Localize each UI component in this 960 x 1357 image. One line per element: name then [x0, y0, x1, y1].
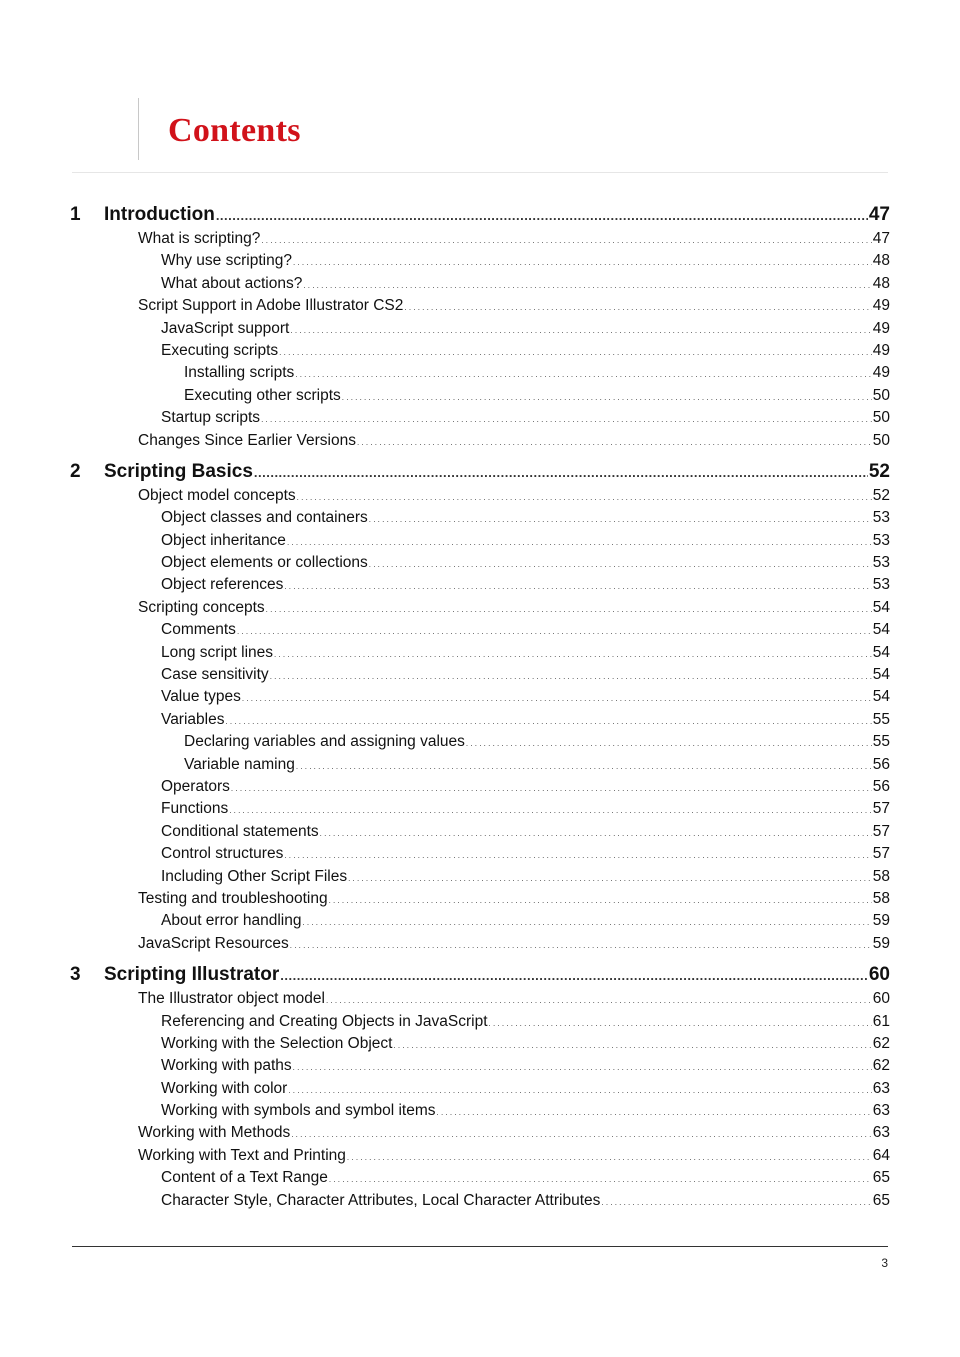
dot-leader	[489, 1019, 872, 1028]
entry-title: Startup scripts	[161, 409, 261, 427]
dot-leader	[404, 303, 871, 312]
toc-entry-level-2[interactable]	[70, 868, 890, 890]
dot-leader	[261, 236, 871, 245]
toc-entry-level-1[interactable]	[70, 935, 890, 957]
dot-leader	[254, 465, 868, 480]
entry-title: About error handling	[161, 912, 302, 930]
dot-leader	[231, 784, 872, 793]
entry-page-number: 56	[872, 777, 890, 795]
chapter-number: 1	[70, 204, 81, 225]
entry-title: Variables	[161, 710, 225, 728]
toc-entry-level-2[interactable]	[70, 845, 890, 867]
entry-page-number: 58	[872, 867, 890, 885]
dot-leader	[393, 1041, 871, 1050]
toc-entry-level-2[interactable]	[70, 532, 890, 554]
entry-title: Declaring variables and assigning values	[184, 733, 465, 751]
toc-entry-level-1[interactable]	[70, 1124, 890, 1146]
entry-title: Control structures	[161, 845, 284, 863]
toc-chapter	[70, 461, 890, 957]
dot-leader	[326, 996, 872, 1005]
dot-leader	[274, 650, 872, 659]
dot-leader	[266, 605, 872, 614]
dot-leader	[242, 694, 872, 703]
toc-chapter-link[interactable]	[70, 204, 890, 230]
entry-page-number: 63	[872, 1079, 890, 1097]
toc-entry-level-1[interactable]	[70, 230, 890, 252]
dot-leader	[293, 258, 872, 267]
entry-page-number: 54	[872, 643, 890, 661]
entry-title: Working with the Selection Object	[161, 1034, 393, 1052]
entry-page-number: 49	[872, 341, 890, 359]
dot-leader	[284, 851, 871, 860]
toc-entry-level-2[interactable]	[70, 644, 890, 666]
toc-entry-level-2[interactable]	[70, 823, 890, 845]
entry-title: Object model concepts	[138, 486, 296, 504]
dot-leader	[229, 806, 872, 815]
dot-leader	[270, 672, 872, 681]
dot-leader	[216, 208, 868, 223]
entry-title: Variable naming	[184, 755, 295, 773]
dot-leader	[369, 515, 872, 524]
chapter-page-number: 52	[868, 460, 890, 482]
header-rule	[72, 172, 888, 173]
entry-page-number: 63	[872, 1102, 890, 1120]
dot-leader	[466, 739, 872, 748]
toc-entry-level-2[interactable]	[70, 320, 890, 342]
entry-title: Including Other Script Files	[161, 867, 348, 885]
dot-leader	[279, 348, 872, 357]
footer-rule	[72, 1246, 888, 1247]
entry-page-number: 48	[872, 274, 890, 292]
dot-leader	[288, 1086, 871, 1095]
dot-leader	[295, 370, 871, 379]
entry-page-number: 54	[872, 621, 890, 639]
chapter-title: Scripting Illustrator	[104, 964, 280, 986]
entry-title: Object inheritance	[161, 531, 286, 549]
entry-title: Script Support in Adobe Illustrator CS2	[138, 297, 404, 315]
dot-leader	[287, 538, 872, 547]
toc-entry-level-2[interactable]	[70, 621, 890, 643]
entry-title: Object elements or collections	[161, 554, 368, 572]
toc-entry-level-3[interactable]	[70, 387, 890, 409]
toc-entry-level-1[interactable]	[70, 487, 890, 509]
toc-chapter-link[interactable]	[70, 461, 890, 487]
entry-page-number: 55	[872, 710, 890, 728]
entry-page-number: 62	[872, 1057, 890, 1075]
dot-leader	[261, 415, 872, 424]
toc-entry-level-2[interactable]	[70, 1192, 890, 1214]
dot-leader	[290, 326, 871, 335]
chapter-title: Introduction	[104, 204, 215, 225]
dot-leader	[280, 968, 868, 983]
entry-page-number: 63	[872, 1124, 890, 1142]
entry-title: Character Style, Character Attributes, Local Character Attributes	[161, 1191, 601, 1209]
entry-page-number: 54	[872, 666, 890, 684]
toc-entry-level-3[interactable]	[70, 733, 890, 755]
entry-page-number: 60	[872, 990, 890, 1008]
page-number: 3	[881, 1256, 888, 1270]
entry-title: Working with symbols and symbol items	[161, 1102, 436, 1120]
entry-title: Working with paths	[161, 1057, 292, 1075]
entry-title: Conditional statements	[161, 822, 319, 840]
entry-title: Content of a Text Range	[161, 1169, 328, 1187]
entry-title: Value types	[161, 688, 241, 706]
entry-title: Functions	[161, 800, 229, 818]
entry-page-number: 49	[872, 364, 890, 382]
toc-entry-level-2[interactable]	[70, 711, 890, 733]
toc-entry-level-2[interactable]	[70, 666, 890, 688]
entry-title: Changes Since Earlier Versions	[138, 431, 356, 449]
toc-entry-level-2[interactable]	[70, 1102, 890, 1124]
toc-entry-level-2[interactable]	[70, 800, 890, 822]
entry-title: Executing other scripts	[184, 386, 341, 404]
entry-page-number: 54	[872, 688, 890, 706]
entry-title: Object classes and containers	[161, 509, 368, 527]
entry-title: What about actions?	[161, 274, 303, 292]
dot-leader	[437, 1108, 872, 1117]
toc-entry-level-2[interactable]	[70, 1169, 890, 1191]
toc-entry-level-2[interactable]	[70, 778, 890, 800]
entry-page-number: 54	[872, 598, 890, 616]
table-of-contents	[70, 204, 890, 1214]
entry-page-number: 65	[872, 1191, 890, 1209]
toc-entry-level-2[interactable]	[70, 252, 890, 274]
dot-leader	[369, 560, 872, 569]
entry-page-number: 49	[872, 297, 890, 315]
entry-title: JavaScript Resources	[138, 934, 289, 952]
entry-page-number: 55	[872, 733, 890, 751]
dot-leader	[237, 627, 872, 636]
toc-entry-level-1[interactable]	[70, 1147, 890, 1169]
toc-entry-level-2[interactable]	[70, 509, 890, 531]
toc-entry-level-1[interactable]	[70, 297, 890, 319]
entry-page-number: 57	[872, 822, 890, 840]
dot-leader	[329, 896, 872, 905]
toc-entry-level-2[interactable]	[70, 1013, 890, 1035]
dot-leader	[357, 438, 872, 447]
entry-title: Comments	[161, 621, 236, 639]
entry-page-number: 59	[872, 934, 890, 952]
entry-page-number: 62	[872, 1034, 890, 1052]
entry-page-number: 65	[872, 1169, 890, 1187]
toc-entry-level-2[interactable]	[70, 1035, 890, 1057]
dot-leader	[293, 1063, 872, 1072]
entry-title: Working with Text and Printing	[138, 1146, 346, 1164]
entry-title: Scripting concepts	[138, 598, 265, 616]
toc-entry-level-1[interactable]	[70, 890, 890, 912]
entry-page-number: 58	[872, 889, 890, 907]
dot-leader	[225, 717, 871, 726]
entry-title: Long script lines	[161, 643, 274, 661]
dot-leader	[320, 829, 872, 838]
dot-leader	[601, 1198, 871, 1207]
dot-leader	[342, 393, 872, 402]
toc-chapter	[70, 204, 890, 454]
entry-title: Installing scripts	[184, 364, 295, 382]
title-vertical-rule	[138, 98, 139, 160]
chapter-title: Scripting Basics	[104, 460, 253, 482]
entry-page-number: 57	[872, 845, 890, 863]
entry-title: Operators	[161, 777, 230, 795]
entry-title: Referencing and Creating Objects in JavaScript	[161, 1012, 488, 1030]
entry-title: Testing and troubleshooting	[138, 889, 328, 907]
entry-title: JavaScript support	[161, 319, 290, 337]
toc-entry-level-1[interactable]	[70, 990, 890, 1012]
toc-entry-level-3[interactable]	[70, 756, 890, 778]
toc-entry-level-1[interactable]	[70, 432, 890, 454]
entry-title: Case sensitivity	[161, 666, 269, 684]
toc-entry-level-3[interactable]	[70, 364, 890, 386]
entry-title: Object references	[161, 576, 284, 594]
entry-title: Why use scripting?	[161, 252, 292, 270]
dot-leader	[296, 762, 872, 771]
entry-title: The Illustrator object model	[138, 990, 325, 1008]
dot-leader	[302, 918, 871, 927]
dot-leader	[347, 1153, 872, 1162]
dot-leader	[329, 1175, 872, 1184]
chapter-page-number: 47	[868, 204, 890, 225]
dot-leader	[348, 874, 872, 883]
entry-title: Working with Methods	[138, 1124, 291, 1142]
dot-leader	[284, 582, 871, 591]
entry-page-number: 56	[872, 755, 890, 773]
entry-page-number: 53	[872, 509, 890, 527]
toc-entry-level-2[interactable]	[70, 342, 890, 364]
chapter-number: 2	[70, 460, 81, 482]
entry-page-number: 53	[872, 531, 890, 549]
dot-leader	[297, 493, 872, 502]
dot-leader	[303, 281, 871, 290]
toc-entry-level-2[interactable]	[70, 554, 890, 576]
toc-chapter-link[interactable]	[70, 964, 890, 990]
toc-entry-level-2[interactable]	[70, 912, 890, 934]
chapter-number: 3	[70, 964, 81, 986]
toc-chapter	[70, 964, 890, 1214]
dot-leader	[290, 941, 872, 950]
entry-page-number: 47	[872, 230, 890, 247]
entry-page-number: 53	[872, 554, 890, 572]
entry-page-number: 64	[872, 1146, 890, 1164]
entry-page-number: 59	[872, 912, 890, 930]
entry-page-number: 57	[872, 800, 890, 818]
entry-title: Working with color	[161, 1079, 288, 1097]
toc-entry-level-2[interactable]	[70, 688, 890, 710]
toc-entry-level-2[interactable]	[70, 275, 890, 297]
entry-page-number: 53	[872, 576, 890, 594]
toc-entry-level-2[interactable]	[70, 1080, 890, 1102]
entry-page-number: 61	[872, 1012, 890, 1030]
entry-title: What is scripting?	[138, 230, 261, 247]
entry-page-number: 52	[872, 486, 890, 504]
entry-title: Executing scripts	[161, 341, 279, 359]
entry-page-number: 48	[872, 252, 890, 270]
page-title: Contents	[168, 112, 301, 149]
chapter-page-number: 60	[868, 964, 890, 986]
toc-entry-level-2[interactable]	[70, 409, 890, 431]
dot-leader	[291, 1130, 872, 1139]
entry-page-number: 50	[872, 431, 890, 449]
toc-entry-level-2[interactable]	[70, 1057, 890, 1079]
entry-page-number: 50	[872, 409, 890, 427]
toc-entry-level-2[interactable]	[70, 576, 890, 598]
entry-page-number: 49	[872, 319, 890, 337]
toc-entry-level-1[interactable]	[70, 599, 890, 621]
entry-page-number: 50	[872, 386, 890, 404]
